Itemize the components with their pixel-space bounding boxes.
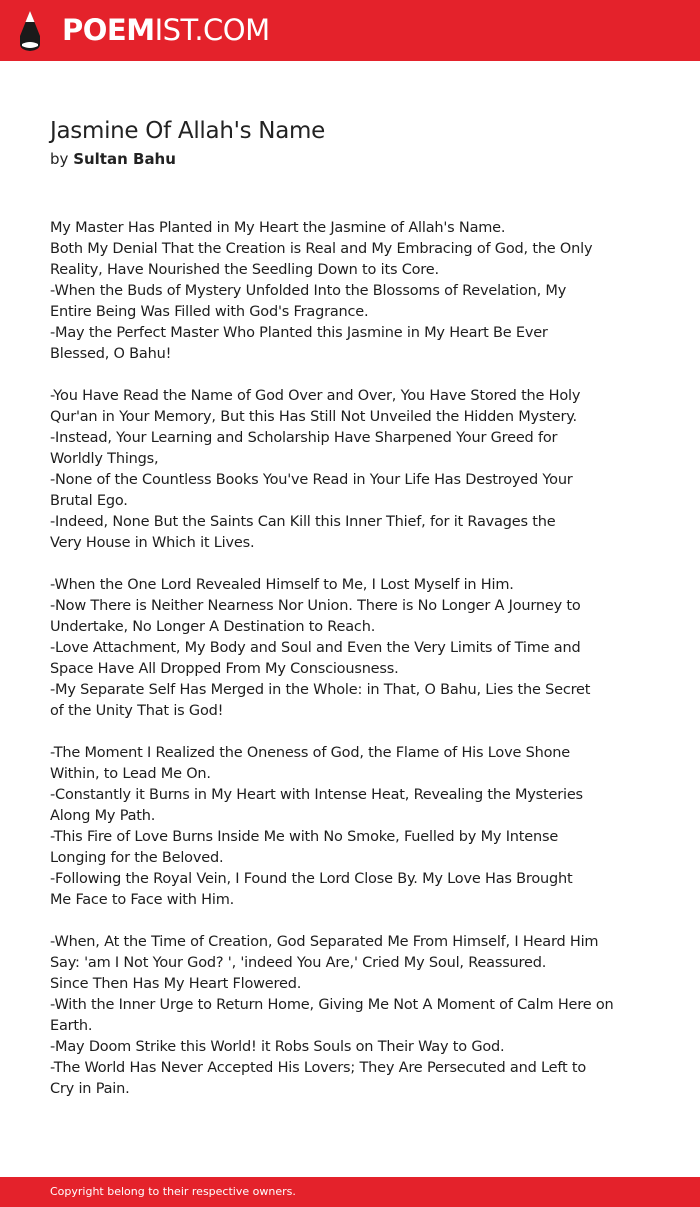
poem-line: Along My Path. bbox=[50, 808, 156, 824]
footer-bar bbox=[0, 1177, 700, 1207]
poem-line: -None of the Countless Books You've Read in Your Life Has Destroyed Your bbox=[50, 472, 573, 488]
poem-line: -May Doom Strike this World! it Robs Souls on Their Way to God. bbox=[50, 1039, 505, 1055]
poem-stanza bbox=[50, 386, 610, 554]
poem-title: Jasmine Of Allah's Name bbox=[50, 118, 325, 144]
poem-line: Cry in Pain. bbox=[50, 1081, 130, 1097]
poem-line: -When the Buds of Mystery Unfolded Into the Blossoms of Revelation, My bbox=[50, 283, 567, 299]
poem-line: Say: 'am I Not Your God? ', 'indeed You Are,' Cried My Soul, Reassured. bbox=[50, 955, 547, 971]
logo-light-text: IST.COM bbox=[154, 13, 270, 47]
poem-line: -May the Perfect Master Who Planted this Jasmine in My Heart Be Ever bbox=[50, 325, 548, 341]
poem-line: Within, to Lead Me On. bbox=[50, 766, 211, 782]
site-logo[interactable] bbox=[62, 12, 270, 48]
poem-line: -The World Has Never Accepted His Lovers; They Are Persecuted and Left to bbox=[50, 1060, 587, 1076]
poem-line: Very House in Which it Lives. bbox=[50, 535, 255, 551]
author-name: Sultan Bahu bbox=[73, 150, 176, 168]
poem-line: My Master Has Planted in My Heart the Jasmine of Allah's Name. bbox=[50, 220, 506, 236]
poem-line: Earth. bbox=[50, 1018, 93, 1034]
logo-bold-text: POEM bbox=[62, 13, 155, 47]
poem-line: Worldly Things, bbox=[50, 451, 159, 467]
poem-line: -You Have Read the Name of God Over and Over, You Have Stored the Holy bbox=[50, 388, 581, 404]
poem-line: Both My Denial That the Creation is Real and My Embracing of God, the Only bbox=[50, 241, 593, 257]
poem-line: Space Have All Dropped From My Consciousness. bbox=[50, 661, 399, 677]
copyright-notice: Copyright belong to their respective owners. bbox=[50, 1185, 296, 1198]
poem-line: Me Face to Face with Him. bbox=[50, 892, 235, 908]
poem-line: -Constantly it Burns in My Heart with Intense Heat, Revealing the Mysteries bbox=[50, 787, 583, 803]
poem-line: -When the One Lord Revealed Himself to Me, I Lost Myself in Him. bbox=[50, 577, 514, 593]
poem-line: -My Separate Self Has Merged in the Whole: in That, O Bahu, Lies the Secret bbox=[50, 682, 591, 698]
by-label: by bbox=[50, 150, 69, 168]
poem-line: -With the Inner Urge to Return Home, Giving Me Not A Moment of Calm Here on bbox=[50, 997, 614, 1013]
poem-line: Blessed, O Bahu! bbox=[50, 346, 172, 362]
poem-line: -The Moment I Realized the Oneness of God, the Flame of His Love Shone bbox=[50, 745, 570, 761]
poem-line: -Now There is Neither Nearness Nor Union. There is No Longer A Journey to bbox=[50, 598, 581, 614]
poem-line: Entire Being Was Filled with God's Fragrance. bbox=[50, 304, 369, 320]
pencil-tip-icon bbox=[18, 10, 42, 52]
top-bar bbox=[0, 0, 700, 61]
poem-line: Undertake, No Longer A Destination to Reach. bbox=[50, 619, 376, 635]
poem-stanza bbox=[50, 743, 610, 911]
poem-line: of the Unity That is God! bbox=[50, 703, 224, 719]
poem-line: Longing for the Beloved. bbox=[50, 850, 224, 866]
poem-body bbox=[50, 218, 614, 1121]
poem-line: -Following the Royal Vein, I Found the Lord Close By. My Love Has Brought bbox=[50, 871, 573, 887]
poem-line: -Instead, Your Learning and Scholarship Have Sharpened Your Greed for bbox=[50, 430, 558, 446]
poem-line: Reality, Have Nourished the Seedling Down to its Core. bbox=[50, 262, 439, 278]
poem-line: -This Fire of Love Burns Inside Me with No Smoke, Fuelled by My Intense bbox=[50, 829, 559, 845]
poem-stanza bbox=[50, 218, 610, 365]
poem-stanza bbox=[50, 575, 610, 722]
poem-line: Brutal Ego. bbox=[50, 493, 128, 509]
poem-line: -When, At the Time of Creation, God Separated Me From Himself, I Heard Him bbox=[50, 934, 599, 950]
poem-line: -Love Attachment, My Body and Soul and Even the Very Limits of Time and bbox=[50, 640, 581, 656]
poem-line: Since Then Has My Heart Flowered. bbox=[50, 976, 302, 992]
poem-line: -Indeed, None But the Saints Can Kill this Inner Thief, for it Ravages the bbox=[50, 514, 556, 530]
byline bbox=[50, 149, 176, 169]
poem-stanza bbox=[50, 932, 614, 1100]
poem-line: Qur'an in Your Memory, But this Has Still Not Unveiled the Hidden Mystery. bbox=[50, 409, 577, 425]
